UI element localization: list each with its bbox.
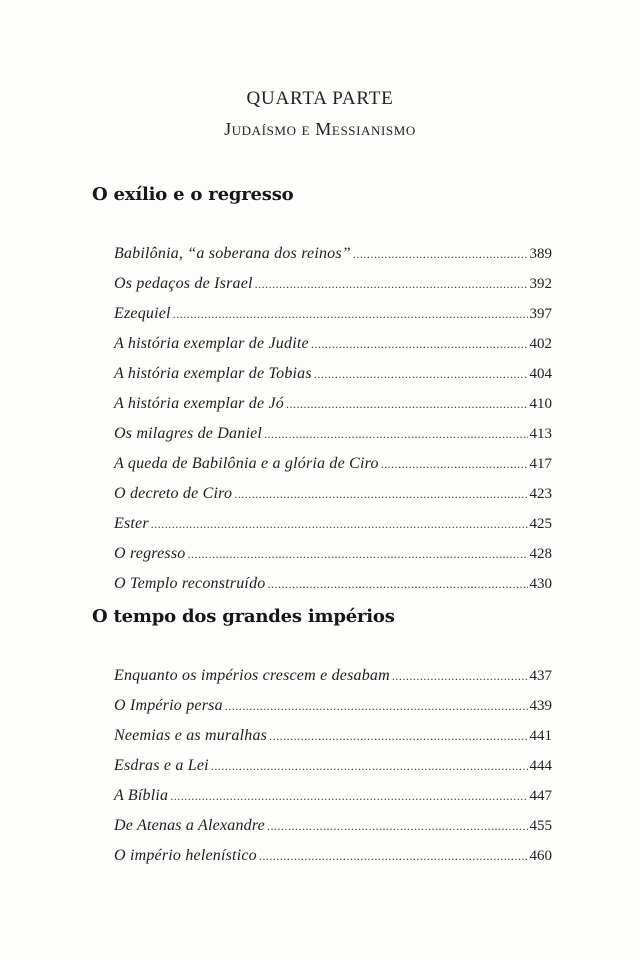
toc-entry-label: Enquanto os impérios crescem e desabam — [114, 667, 390, 684]
toc-entry-page: 410 — [529, 396, 552, 412]
toc-entry[interactable] — [114, 811, 552, 841]
section-title: O tempo dos grandes impérios — [92, 606, 395, 627]
toc-entry[interactable] — [114, 751, 552, 781]
toc-entry-label: O Templo reconstruído — [114, 575, 266, 592]
toc-entry-label: O regresso — [114, 545, 186, 562]
toc-entry-label: A queda de Babilônia e a glória de Ciro — [114, 455, 379, 472]
toc-entry-page: 402 — [529, 336, 552, 352]
toc-entry[interactable] — [114, 419, 552, 449]
toc-entry-page: 413 — [529, 426, 552, 442]
leader-dots — [264, 419, 527, 449]
part-title: QUARTA PARTE — [246, 88, 394, 109]
leader-dots — [255, 269, 528, 299]
toc-entry-label: Os milagres de Daniel — [114, 425, 263, 442]
toc-entry-label: O Império persa — [114, 697, 223, 714]
leader-dots — [151, 509, 528, 539]
toc-entry[interactable] — [114, 389, 552, 419]
toc-entry-page: 447 — [529, 788, 552, 804]
leader-dots — [187, 539, 527, 569]
leader-dots — [225, 691, 528, 721]
leader-dots — [234, 479, 527, 509]
toc-entry-label: Ester — [114, 515, 149, 532]
toc-entry-page: 392 — [529, 276, 552, 292]
toc-entry-page: 417 — [529, 456, 552, 472]
leader-dots — [392, 661, 528, 691]
toc-entry-label: O decreto de Ciro — [114, 485, 233, 502]
toc-entry-page: 425 — [529, 516, 552, 532]
toc-entry-label: A Bíblia — [114, 787, 169, 804]
toc-entry[interactable] — [114, 721, 552, 751]
toc-entry[interactable] — [114, 781, 552, 811]
toc-list — [92, 661, 552, 871]
toc-entry-page: 460 — [529, 848, 552, 864]
toc-entry-label: O império helenístico — [114, 847, 257, 864]
toc-entry[interactable] — [114, 661, 552, 691]
toc-section-empires — [92, 605, 552, 871]
toc-entry-label: A história exemplar de Jó — [114, 395, 285, 412]
toc-list — [92, 239, 552, 599]
toc-entry-label: Neemias e as muralhas — [114, 727, 268, 744]
leader-dots — [269, 721, 527, 751]
leader-dots — [314, 359, 528, 389]
toc-entry-page: 455 — [529, 818, 552, 834]
toc-entry[interactable] — [114, 299, 552, 329]
toc-entry-page: 444 — [529, 758, 552, 774]
toc-entry-label: Ezequiel — [114, 305, 171, 322]
toc-entry[interactable] — [114, 539, 552, 569]
toc-entry[interactable] — [114, 841, 552, 871]
toc-entry-page: 397 — [529, 306, 552, 322]
leader-dots — [211, 751, 528, 781]
toc-section-exile — [92, 183, 552, 599]
toc-entry-page: 437 — [529, 668, 552, 684]
toc-entry-label: De Atenas a Alexandre — [114, 817, 265, 834]
toc-entry-page: 389 — [529, 246, 552, 262]
toc-entry-label: A história exemplar de Judite — [114, 335, 309, 352]
leader-dots — [267, 569, 527, 599]
leader-dots — [267, 811, 528, 841]
leader-dots — [311, 329, 528, 359]
toc-entry[interactable] — [114, 359, 552, 389]
toc-entry-page: 441 — [529, 728, 552, 744]
toc-entry-page: 423 — [529, 486, 552, 502]
toc-entry[interactable] — [114, 239, 552, 269]
leader-dots — [173, 299, 528, 329]
toc-entry-page: 404 — [529, 366, 552, 382]
toc-entry[interactable] — [114, 569, 552, 599]
toc-entry-page: 430 — [529, 576, 552, 592]
toc-entry[interactable] — [114, 479, 552, 509]
toc-entry-label: A história exemplar de Tobias — [114, 365, 312, 382]
leader-dots — [170, 781, 527, 811]
toc-entry[interactable] — [114, 691, 552, 721]
toc-entry-page: 428 — [529, 546, 552, 562]
toc-entry-label: Esdras e a Lei — [114, 757, 209, 774]
part-subtitle: Judaísmo e Messianismo — [224, 119, 416, 139]
toc-entry[interactable] — [114, 269, 552, 299]
section-title: O exílio e o regresso — [92, 184, 294, 205]
toc-entry-label: Babilônia, “a soberana dos reinos” — [114, 245, 351, 262]
leader-dots — [381, 449, 528, 479]
leader-dots — [286, 389, 527, 419]
part-header — [0, 86, 640, 142]
leader-dots — [259, 841, 528, 871]
toc-entry-label: Os pedaços de Israel — [114, 275, 253, 292]
toc-entry-page: 439 — [529, 698, 552, 714]
toc-entry[interactable] — [114, 329, 552, 359]
toc-entry[interactable] — [114, 449, 552, 479]
leader-dots — [353, 239, 528, 269]
toc-entry[interactable] — [114, 509, 552, 539]
